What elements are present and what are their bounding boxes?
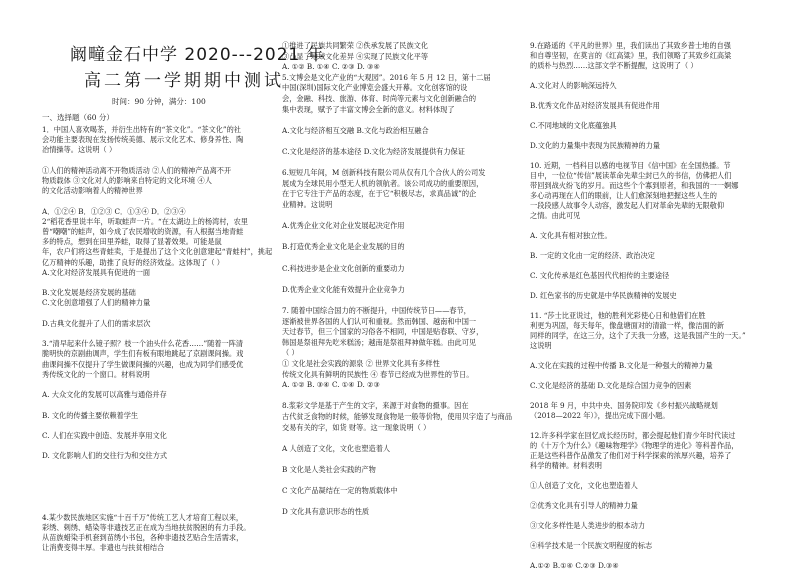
text-line: C.文化是经济的基本途径 D.文化为经济发展提供有力保证: [282, 147, 465, 156]
text-line: 利更为巩固，每天每年，像盘塘面对的清澈一样，像洁面的新: [530, 321, 725, 330]
text-line: 展成为全球民用小型无人机的领航者。该公司成功的重要原因，: [282, 178, 484, 188]
text-line: A. 文化具有相对独立性。: [530, 231, 612, 240]
text-line: 脆明快的京剧曲调声，学生们有板有眼地跳起了京剧课间操。戏: [42, 349, 244, 359]
text-line: 1．中国人喜欢喝茶，并衍生出特有的“茶文化”。“茶文化”的社: [42, 125, 241, 134]
section-heading: 一、选择题（60 分）: [42, 113, 114, 122]
text-line: （2018—2022 年）》，提出完成下面小题。: [530, 411, 670, 420]
text-line: 交易有关的字，如货 财等。这一现象说明（ ）: [282, 422, 431, 432]
text-line: A.文化对经济发展具有促进的一面: [42, 267, 151, 277]
text-line: 之情。由此可见: [530, 211, 581, 220]
text-line: 冶情操等。这说明（ ）: [42, 145, 117, 155]
exam-meta: 时间：90 分钟，满分：100: [112, 97, 206, 106]
text-line: A. ①② B. ①④ C. ②③ D. ③④: [282, 62, 380, 72]
text-line: 让消费变得丰厚。非遗也与扶贫相结合: [42, 543, 165, 553]
text-line: 6.短短几年间，M 创新科技有限公司从仅有几个合伙人的公司发: [282, 168, 486, 178]
text-line: 和自尊坚韧，在莫言的《红高粱》里，我们领略了其致乡红高粱: [530, 51, 732, 60]
text-line: ① 文化是社会实践的源泉 ② 世界文化具有多样性: [282, 359, 440, 368]
text-line: 3.“清早起来什么镜子照？枝一个油头什么花香……”随着一阵清: [42, 339, 244, 349]
text-line: 彩绣、剌绣、蜡染等非遗技艺正在成为当地扶贫脱困的有力手段。: [42, 522, 251, 532]
exam-title-line1: 阚疃金石中学 2020---2021 年: [70, 45, 325, 65]
text-line: B.文化发展是经济发展的基础: [42, 288, 136, 298]
text-line: 的文化活动影响着人的精神世界: [42, 186, 143, 196]
text-line: ③凸显了地域文化差异 ④实现了民族文化平等: [282, 51, 429, 61]
text-line: 集中表现，赋予了丰富文博会全新的意义。材料体现了: [282, 104, 455, 114]
text-line: C. 文化传承是红色基因代代相传的主要途径: [530, 271, 670, 280]
text-line: A.文化在实践的过程中传播 B.文化是一种强大的精神力量: [530, 361, 713, 370]
text-line: ①人们的精神活动离不开物质活动 ②人们的精神产品离不开: [42, 165, 232, 175]
text-line: B 文化是人类社会实践的产物: [282, 465, 376, 474]
text-line: C.文化是经济的基础 D.文化是综合国力竞争的因素: [530, 381, 692, 390]
text-line: 中国(深圳)国际文化产业博览会盛大开幕。文化创客馆的设: [282, 83, 468, 93]
text-line: A.①② B.①④ C.②③ D.③④: [530, 561, 619, 570]
text-line: A 人创造了文化，文化也塑造着人: [282, 443, 391, 453]
text-line: 传统文化具有鲜明的民族性 ④ 春节已经成为世界性的节日。: [282, 369, 474, 379]
text-line: C. 人们在实践中创造、发展并享用文化: [42, 431, 167, 440]
text-line: 古代贫乏食物的时候，能够发现食物是一般等价物，使用贝字造了与商品: [282, 412, 513, 421]
text-line: 科学的精神。材料表明: [530, 461, 602, 470]
text-line: A. ①② B. ③④ C. ①④ D. ②③: [282, 380, 380, 390]
text-line: 多心动再现在人们的眼前，让人们愈深刻地把握这些人生的: [530, 191, 717, 200]
text-line: B.优秀文化作品对经济发展具有促进作用: [530, 101, 660, 110]
text-line: D 文化具有意识形态的性质: [282, 507, 370, 517]
text-line: B. 文化的传播主要依赖着学生: [42, 410, 139, 420]
text-line: ④科学技术是一个民族文明程度的标志: [530, 541, 653, 550]
text-line: 曾“嘲嘲”的蛙声，如今成了农民增收的资源，有人根据当地青蛙: [42, 227, 244, 236]
text-line: 4.某少数民族地区实施“十百千万”传统工艺人才培育工程以来，: [42, 512, 244, 522]
text-line: D.文化的力量集中表现为民族精神的力量: [530, 141, 660, 150]
text-line: 秀传统文化的一个窗口。材料说明: [42, 369, 150, 379]
text-line: A．①②④ B．①②③ C．①③④ D．②③④: [42, 206, 186, 216]
text-line: C 文化产品凝结在一定的物质载体中: [282, 486, 398, 496]
text-line: 5.文博会是文化产业的“大观园”。2016 年 5 月 12 日，第十二届: [282, 72, 491, 82]
text-line: B. 一定的文化由一定的经济、政治决定: [530, 251, 655, 260]
text-line: ②优秀文化具有引导人的精神力量: [530, 501, 638, 510]
column-right: [530, 0, 770, 570]
text-line: 同样的同学，在这三分，这个了天我一分感，这是我国产生的一天。”: [530, 331, 746, 340]
text-line: C.文化创意增强了人们的精神力量: [42, 298, 151, 308]
text-line: A.优秀企业文化对企业发展起决定作用: [282, 221, 405, 231]
text-line: D. 红色家书的历史就是中华民族精神的发展史: [530, 291, 677, 300]
text-line: 8.浆彩文学是基于产生的文字，来源于对食物的摄事。因在: [282, 401, 469, 411]
text-line: 11. “莎士比亚说过，他的胜利光彩使心日和他借们在胜: [530, 311, 706, 320]
text-line: A.文化对人的影响深远持久: [530, 81, 617, 90]
text-line: C.科技进步是企业文化创新的重要动力: [282, 263, 405, 273]
text-line: 这说明: [530, 341, 552, 350]
text-line: ①推进了民族共同繁荣 ②佚承发展了民族文化: [282, 41, 429, 50]
text-line: D.优秀企业文化能有效提升企业竞争力: [282, 284, 405, 294]
text-line: 亿万精神的乐趣，助推了良好的经济效益。这体现了（ ）: [42, 257, 224, 267]
text-line: 带回到战火纷飞的岁月。而这些个个寡到原者，和我国的一一婀娜: [530, 181, 739, 190]
text-line: 会，金融、科技、旅游、体育、时尚等元素与文化创新融合的: [282, 94, 477, 103]
text-line: 的《十万个为什么》《趣味物理学》《物理学的进化》等科普作品，: [530, 441, 739, 450]
text-line: 会功能主要表现在发扬传统美德、展示文化艺术、修身养性、陶: [42, 135, 244, 145]
text-line: 2“稻花香里说丰年，听取蛙声一片。“在太湖边上的杨湾村，农里: [42, 216, 248, 226]
text-line: 12.许多科学家在回忆成长经历时，都会提起他们青少年时代读过: [530, 431, 736, 440]
text-line: 从苗族蜡染手机套到苗绣小书包，各种非遗技艺贴合生活需求，: [42, 533, 244, 542]
exam-title-line2: 高二第一学期期中测试: [84, 71, 284, 91]
text-line: ①人创造了文化，文化也塑造着人: [530, 481, 638, 490]
text-line: 业精神。这说明: [282, 200, 333, 209]
text-line: 逐渐被世界各国的人们认可和重视。然而韩国、越南和中国一: [282, 316, 477, 326]
text-line: 韩国是祭祖拜先吃米糕汤；越南是祭祖拜神做年糕。由此可见: [282, 337, 477, 347]
text-line: D. 文化影响人们的交往行为和交往方式: [42, 451, 168, 461]
text-line: B.打造优秀企业文化是企业发展的目的: [282, 242, 405, 252]
text-line: ③文化多样性是人类进步的根本动力: [530, 521, 646, 530]
text-line: 的质朴与热烈……这部文学不断提醒，这说明了（ ）: [530, 61, 698, 70]
text-line: 10. 近期，一档科目以感的电视节目《信中国》在全国热播。节: [530, 161, 731, 170]
text-line: 目中，一位位“传信”展读革命先辈尘封已久的书信，仿佛把人们: [530, 171, 732, 180]
text-line: 正是这些科普作品激发了他们对于科学探索的浓厚兴趣，培养了: [530, 451, 732, 460]
text-line: 多的特点，想到在田里养蛙，取得了显著效果。可能是鼠: [42, 237, 222, 247]
text-line: 年，农户们将这些青蛙卖，于是提出了这个文化创意建起“青蛙村”，挑起: [42, 247, 273, 257]
text-line: A. 大众文化的发展可以高雅与通俗并存: [42, 390, 167, 400]
text-line: 在于它专注于产品的态度，在于它“积极尽志，求真品诚”的企: [282, 189, 477, 199]
text-line: 物质载体 ③文化对人的影响来自特定的文化环境 ④人: [42, 176, 212, 185]
text-line: 曲课间操不仅提升了学生做课间操的兴趣，也成为同学们感受优: [42, 359, 244, 369]
text-line: 一段段感人故事令人动容，激发起人们对革命先辈的无限敬仰: [530, 201, 725, 210]
text-line: 天过春节，但三个国家的习俗各不相同，中国是贴春联、守岁，: [282, 327, 484, 337]
column-middle: [282, 0, 514, 562]
text-line: A.文化与经济相互交融 B.文化与政治相互融合: [282, 125, 429, 135]
text-line: 7. 随着中国综合国力的不断提升，中国传统节日——春节，: [282, 306, 471, 315]
text-line: （ ）: [282, 348, 299, 358]
text-line: 9.在路遥的《平凡的世界》里，我们读出了其致乡普士地的自强: [530, 41, 731, 50]
text-line: 2018 年 9 月，中共中央、国务院印发《乡村振兴战略规划: [530, 401, 718, 410]
text-line: C.不同地域的文化底蕴独具: [530, 121, 617, 130]
text-line: D.古典文化提升了人们的需求层次: [42, 318, 151, 328]
